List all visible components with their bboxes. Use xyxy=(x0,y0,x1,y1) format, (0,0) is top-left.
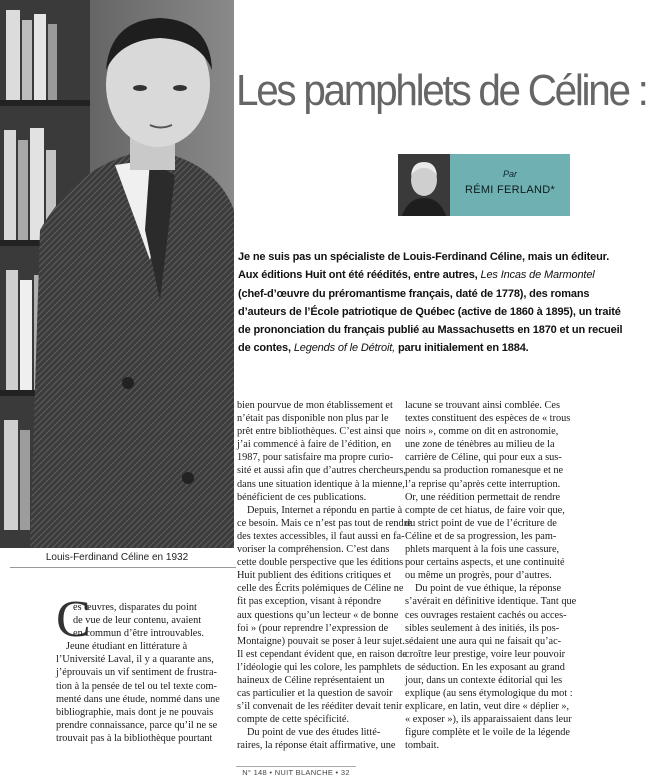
text-line: aux questions qu’un lecteur « de bonne xyxy=(237,609,399,621)
text-line: compte de cette spécificité. xyxy=(237,714,350,726)
text-line: trouvait pas à la bibliothèque pourtant xyxy=(56,732,213,744)
photo-caption: Louis-Ferdinand Céline en 1932 xyxy=(45,552,189,563)
text-line: l’a reprise qu’après cette interruption. xyxy=(405,478,561,490)
text-line: phlets marquent à la fois une cassure, xyxy=(405,544,560,556)
text-line: en commun d’être introuvables. xyxy=(73,628,204,640)
text-line: une zone de ténèbres au milieu de la xyxy=(405,439,555,451)
lead-line: d’auteurs de l’École patriotique de Québec (active de 1860 à 1895), un traité xyxy=(238,305,621,318)
text-line: Céline et de sa progression, les pam- xyxy=(405,530,557,542)
text-line: bibliographie, mais dont je ne pouvais xyxy=(56,706,214,718)
text-line: bien pourvue de mon établissement et xyxy=(237,400,393,411)
text-line: 1987, pour satisfaire ma propre curio- xyxy=(237,452,394,464)
article-lead xyxy=(238,248,623,358)
footer-divider xyxy=(236,766,356,767)
body-column-1 xyxy=(56,601,228,745)
lead-line: de prononciation du français publié au Massachusetts en 1870 et un recueil xyxy=(238,324,623,337)
text-line: l’idéologie qui les colore, les pamphlets xyxy=(237,661,402,673)
lead-line: Aux éditions Huit ont été réédités, entre autres, Les Incas de Marmontel xyxy=(238,269,595,282)
text-line: sédaient une aura qui ne faisait qu’ac- xyxy=(405,635,562,647)
author-name: RÉMI FERLAND* xyxy=(464,184,556,196)
text-line: menté dans une étude, nommé dans une xyxy=(56,693,220,705)
text-line: carrière de Céline, qui pour eux a sus- xyxy=(405,452,562,464)
text-line: tion à la pensée de tel ou tel texte com- xyxy=(56,680,217,692)
text-line: Or, une réédition permettait de rendre xyxy=(405,491,561,503)
text-line: prendre connaissance, parce qu’il ne se xyxy=(56,719,218,731)
text-line: Huit publient des éditions critiques et xyxy=(237,570,392,582)
text-line: s’il convenait de les rééditer devait tenir xyxy=(237,701,403,713)
book-title: Les Incas de Marmontel xyxy=(480,269,595,282)
text-line: Il est cependant évident que, en raison de xyxy=(237,648,407,660)
text-line: jour, dans un contexte éditorial qui les xyxy=(405,674,563,686)
text-line: sibles seulement à des initiés, ils pos- xyxy=(405,622,560,634)
body-column-3 xyxy=(405,399,575,753)
text-line: prêt entre bibliothèques. C’est ainsi que xyxy=(237,426,401,438)
text-line: j’éprouvais un vif sentiment de frustra- xyxy=(56,667,217,679)
text-line: lacune se trouvant ainsi comblée. Ces xyxy=(405,400,560,411)
lead-line: (chef-d’œuvre du préromantisme français, daté de 1778), des romans xyxy=(238,287,590,300)
author-photo xyxy=(0,0,234,548)
text-line: bénéficient de ces publications. xyxy=(237,491,367,503)
text-line: compte de cet hiatus, de faire voir que, xyxy=(405,504,565,516)
text-line: du strict point de vue de l’écriture de xyxy=(405,517,557,529)
lead-line: Je ne suis pas un spécialiste de Louis-Ferdinand Céline, mais un éditeur. xyxy=(238,251,610,263)
text-line: celle des Écrits polémiques de Céline ne xyxy=(237,583,404,595)
text-line: haineux de Céline représentaient un xyxy=(237,674,385,686)
text-line: ou même un progrès, pour d’autres. xyxy=(405,570,552,582)
text-line: Du point de vue des études litté- xyxy=(247,727,381,739)
article-title: Les pamphlets de Céline : xyxy=(236,66,647,115)
text-line: textes constituent des espèces de « trous xyxy=(405,413,571,425)
author-thumbnail xyxy=(398,154,450,216)
text-line: tombait. xyxy=(405,740,440,752)
text-line: croître leur prestige, voire leur pouvoir xyxy=(405,648,566,660)
text-line: Montaigne) pouvait se poser à leur sujet. xyxy=(237,635,405,647)
text-line: ce besoin. Mais ce n’est pas tout de rendre xyxy=(237,517,412,529)
lead-line: de contes, Legends of le Détroit, paru initialement en 1884. xyxy=(238,342,529,355)
caption-divider xyxy=(10,567,236,568)
text-line: explique (au sens étymologique du mot : xyxy=(405,688,573,700)
text-line: figure complète et le voile de la légende xyxy=(405,727,570,739)
byline-box xyxy=(398,154,570,216)
text-line: raires, la réponse était affirmative, une xyxy=(237,740,396,752)
text-line: fit pas exception, visant à répondre xyxy=(237,596,382,608)
text-line: Depuis, Internet a répondu en partie à xyxy=(247,504,403,516)
text-line: pendu sa production romanesque et ne xyxy=(405,465,564,477)
byline-prefix: Par xyxy=(502,169,517,179)
text-line: Du point de vue éthique, la réponse xyxy=(415,583,562,595)
text-line: noirs », comme on dit en astronomie, xyxy=(405,426,559,438)
text-line: explicare, en latin, veut dire « déplier », xyxy=(405,701,570,713)
book-title: Legends of le Détroit, xyxy=(293,342,396,355)
page-footer: N° 148 • NUIT BLANCHE • 32 xyxy=(242,768,350,777)
text-line: de vue de leur contenu, avaient xyxy=(73,615,202,627)
text-line: Jeune étudiant en littérature à xyxy=(66,641,188,653)
text-line: cette double perspective que les éditions xyxy=(237,557,404,569)
text-line: n’était pas disponible non plus par le xyxy=(237,413,389,425)
text-line: s’avérait en définitive identique. Tant que xyxy=(405,596,577,608)
text-line: des textes accessibles, il faut aussi en fa- xyxy=(237,530,405,542)
text-line: « exposer »), ils apparaissaient dans leur xyxy=(405,714,572,726)
body-column-2 xyxy=(237,399,412,753)
text-line: es œuvres, disparates du point xyxy=(73,602,197,613)
text-line: j’ai commencé à faire de l’édition, en xyxy=(237,439,392,451)
text-line: de séduction. En les exposant au grand xyxy=(405,661,565,673)
text-line: l’Université Laval, il y a quarante ans, xyxy=(56,654,214,666)
text-line: foi » (pour reprendre l’expression de xyxy=(237,622,389,634)
text-line: voriser la compréhension. C’est dans xyxy=(237,544,390,556)
text-line: sité et aussi afin que d’autres chercheurs, xyxy=(237,465,406,477)
text-line: ces ouvrages restaient cachés ou acces- xyxy=(405,609,567,621)
text-line: dans une situation identique à la mienne, xyxy=(237,478,405,490)
text-line: pour certains aspects, et une continuité xyxy=(405,557,565,569)
drop-cap: C xyxy=(56,591,91,648)
text-line: cas particulier et la question de savoir xyxy=(237,688,393,700)
